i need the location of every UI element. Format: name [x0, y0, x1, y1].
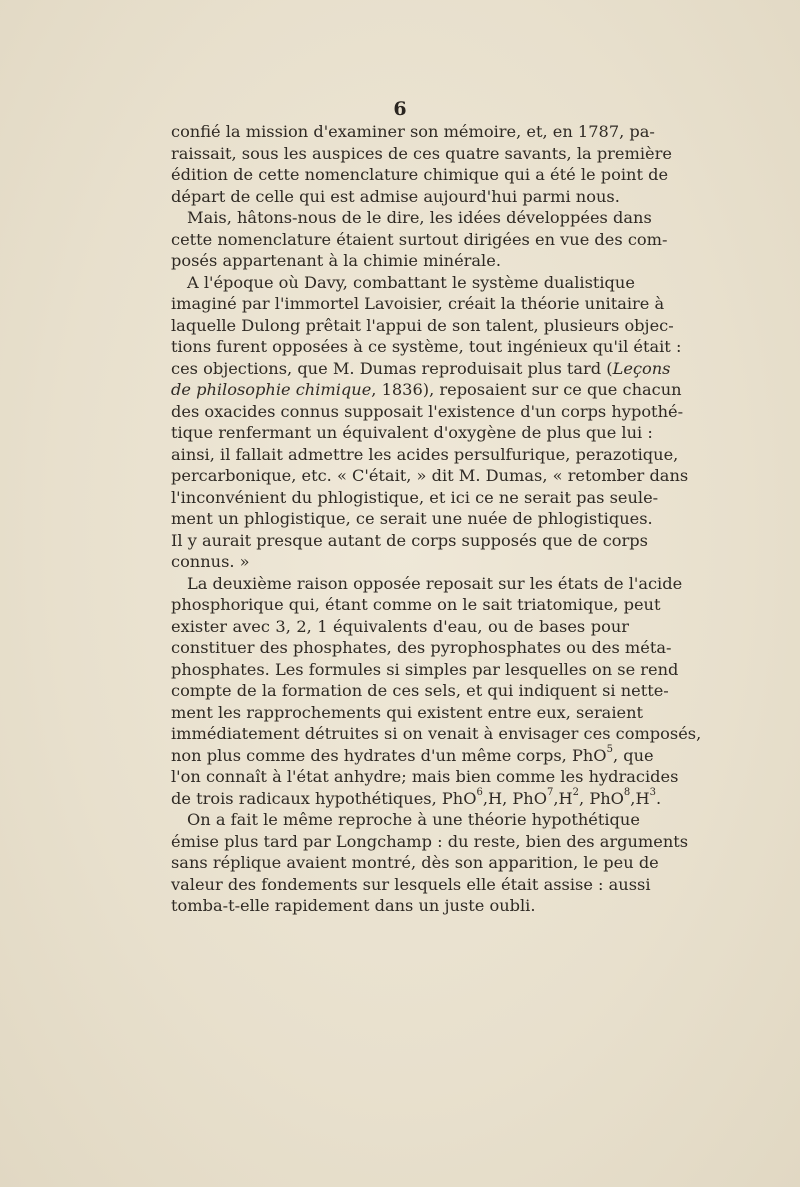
text-line: tions furent opposées à ce système, tout ingénieux qu'il était :	[171, 337, 682, 356]
text-segment: ces objections, que M. Dumas reproduisait plus tard (	[171, 358, 613, 378]
text-line: des oxacides connus supposait l'existence d'un corps hypothé-	[171, 401, 684, 421]
text-segment: , que	[612, 745, 654, 765]
text-line: La deuxième raison opposée reposait sur les états de l'acide	[187, 573, 683, 593]
text-line: ment un phlogistique, ce serait une nuée de phlogistiques.	[171, 509, 653, 528]
text-segment: , PhO	[579, 788, 624, 808]
text-line: raissait, sous les auspices de ces quatre savants, la première	[171, 143, 672, 163]
text-line: compte de la formation de ces sels, et qui indiquent si nette-	[171, 681, 669, 700]
text-line: connus. »	[171, 552, 250, 571]
body-text	[171, 121, 702, 917]
paragraph-1	[171, 121, 672, 207]
text-line: phosphorique qui, étant comme on le sait triatomique, peut	[171, 595, 661, 614]
text-line: On a fait le même reproche à une théorie hypothétique	[187, 810, 640, 829]
text-line: ment les rapprochements qui existent entre eux, seraient	[171, 702, 644, 722]
text-line: l'inconvénient du phlogistique, et ici ce ne serait pas seule-	[171, 487, 659, 507]
text-line: tomba-t-elle rapidement dans un juste oubli.	[171, 896, 536, 915]
text-line: Mais, hâtons-nous de le dire, les idées développées dans	[187, 208, 652, 227]
paragraph-5	[171, 809, 689, 917]
text-line	[171, 744, 654, 767]
text-line: sans réplique avaient montré, dès son apparition, le peu de	[171, 853, 659, 872]
text-segment: non plus comme des hydrates d'un même corps, PhO	[171, 745, 607, 765]
text-line: édition de cette nomenclature chimique qui a été le point de	[171, 165, 669, 184]
text-line	[171, 379, 682, 401]
text-line: laquelle Dulong prêtait l'appui de son talent, plusieurs objec-	[171, 315, 674, 335]
paragraph-4	[171, 573, 702, 810]
text-line: constituer des phosphates, des pyrophosphates ou des méta-	[171, 638, 672, 657]
superscript: 5	[606, 744, 613, 756]
text-line: cette nomenclature étaient surtout dirigées en vue des com-	[171, 229, 668, 249]
text-line: départ de celle qui est admise aujourd'hui parmi nous.	[171, 186, 620, 206]
superscript: 7	[547, 787, 554, 799]
text-line: posés appartenant à la chimie minérale.	[171, 251, 501, 270]
text-line: valeur des fondements sur lesquels elle était assise : aussi	[171, 874, 651, 894]
text-line: imaginé par l'immortel Lavoisier, créait la théorie unitaire à	[171, 294, 665, 313]
text-line	[171, 787, 662, 810]
text-line: ainsi, il fallait admettre les acides persulfurique, perazotique,	[171, 444, 679, 464]
text-line	[171, 358, 671, 380]
text-line: tique renfermant un équivalent d'oxygène de plus que lui :	[171, 423, 653, 442]
superscript: 8	[623, 787, 631, 799]
text-line: confié la mission d'examiner son mémoire, et, en 1787, pa-	[171, 122, 655, 141]
text-segment: ,H	[630, 788, 650, 808]
paragraph-2	[171, 207, 668, 272]
text-segment: ,H	[553, 788, 573, 808]
text-line: émise plus tard par Longchamp : du reste, bien des arguments	[171, 831, 689, 851]
text-line: l'on connaît à l'état anhydre; mais bien comme les hydracides	[171, 767, 679, 786]
superscript: 2	[572, 787, 580, 799]
italic-title: de philosophie chimique	[171, 380, 372, 399]
superscript: 3	[649, 787, 656, 799]
text-segment: , 1836), reposaient sur ce que chacun	[371, 380, 682, 399]
text-segment: .	[655, 788, 662, 808]
text-line: exister avec 3, 2, 1 équivalents d'eau, ou de bases pour	[171, 616, 629, 636]
page-number: 6	[393, 98, 407, 120]
text-line: phosphates. Les formules si simples par lesquelles on se rend	[171, 659, 679, 679]
text-segment: de trois radicaux hypothétiques, PhO	[171, 788, 477, 808]
paragraph-3	[171, 272, 689, 573]
text-line: percarbonique, etc. « C'était, » dit M. Dumas, « retomber dans	[171, 466, 689, 485]
italic-title: Leçons	[612, 358, 671, 378]
text-line: Il y aurait presque autant de corps supposés que de corps	[171, 530, 648, 550]
text-line: immédiatement détruites si on venait à envisager ces composés,	[171, 724, 702, 743]
text-segment: ,H, PhO	[482, 788, 548, 808]
text-line: A l'époque où Davy, combattant le système dualistique	[187, 272, 635, 292]
superscript: 6	[476, 787, 483, 799]
